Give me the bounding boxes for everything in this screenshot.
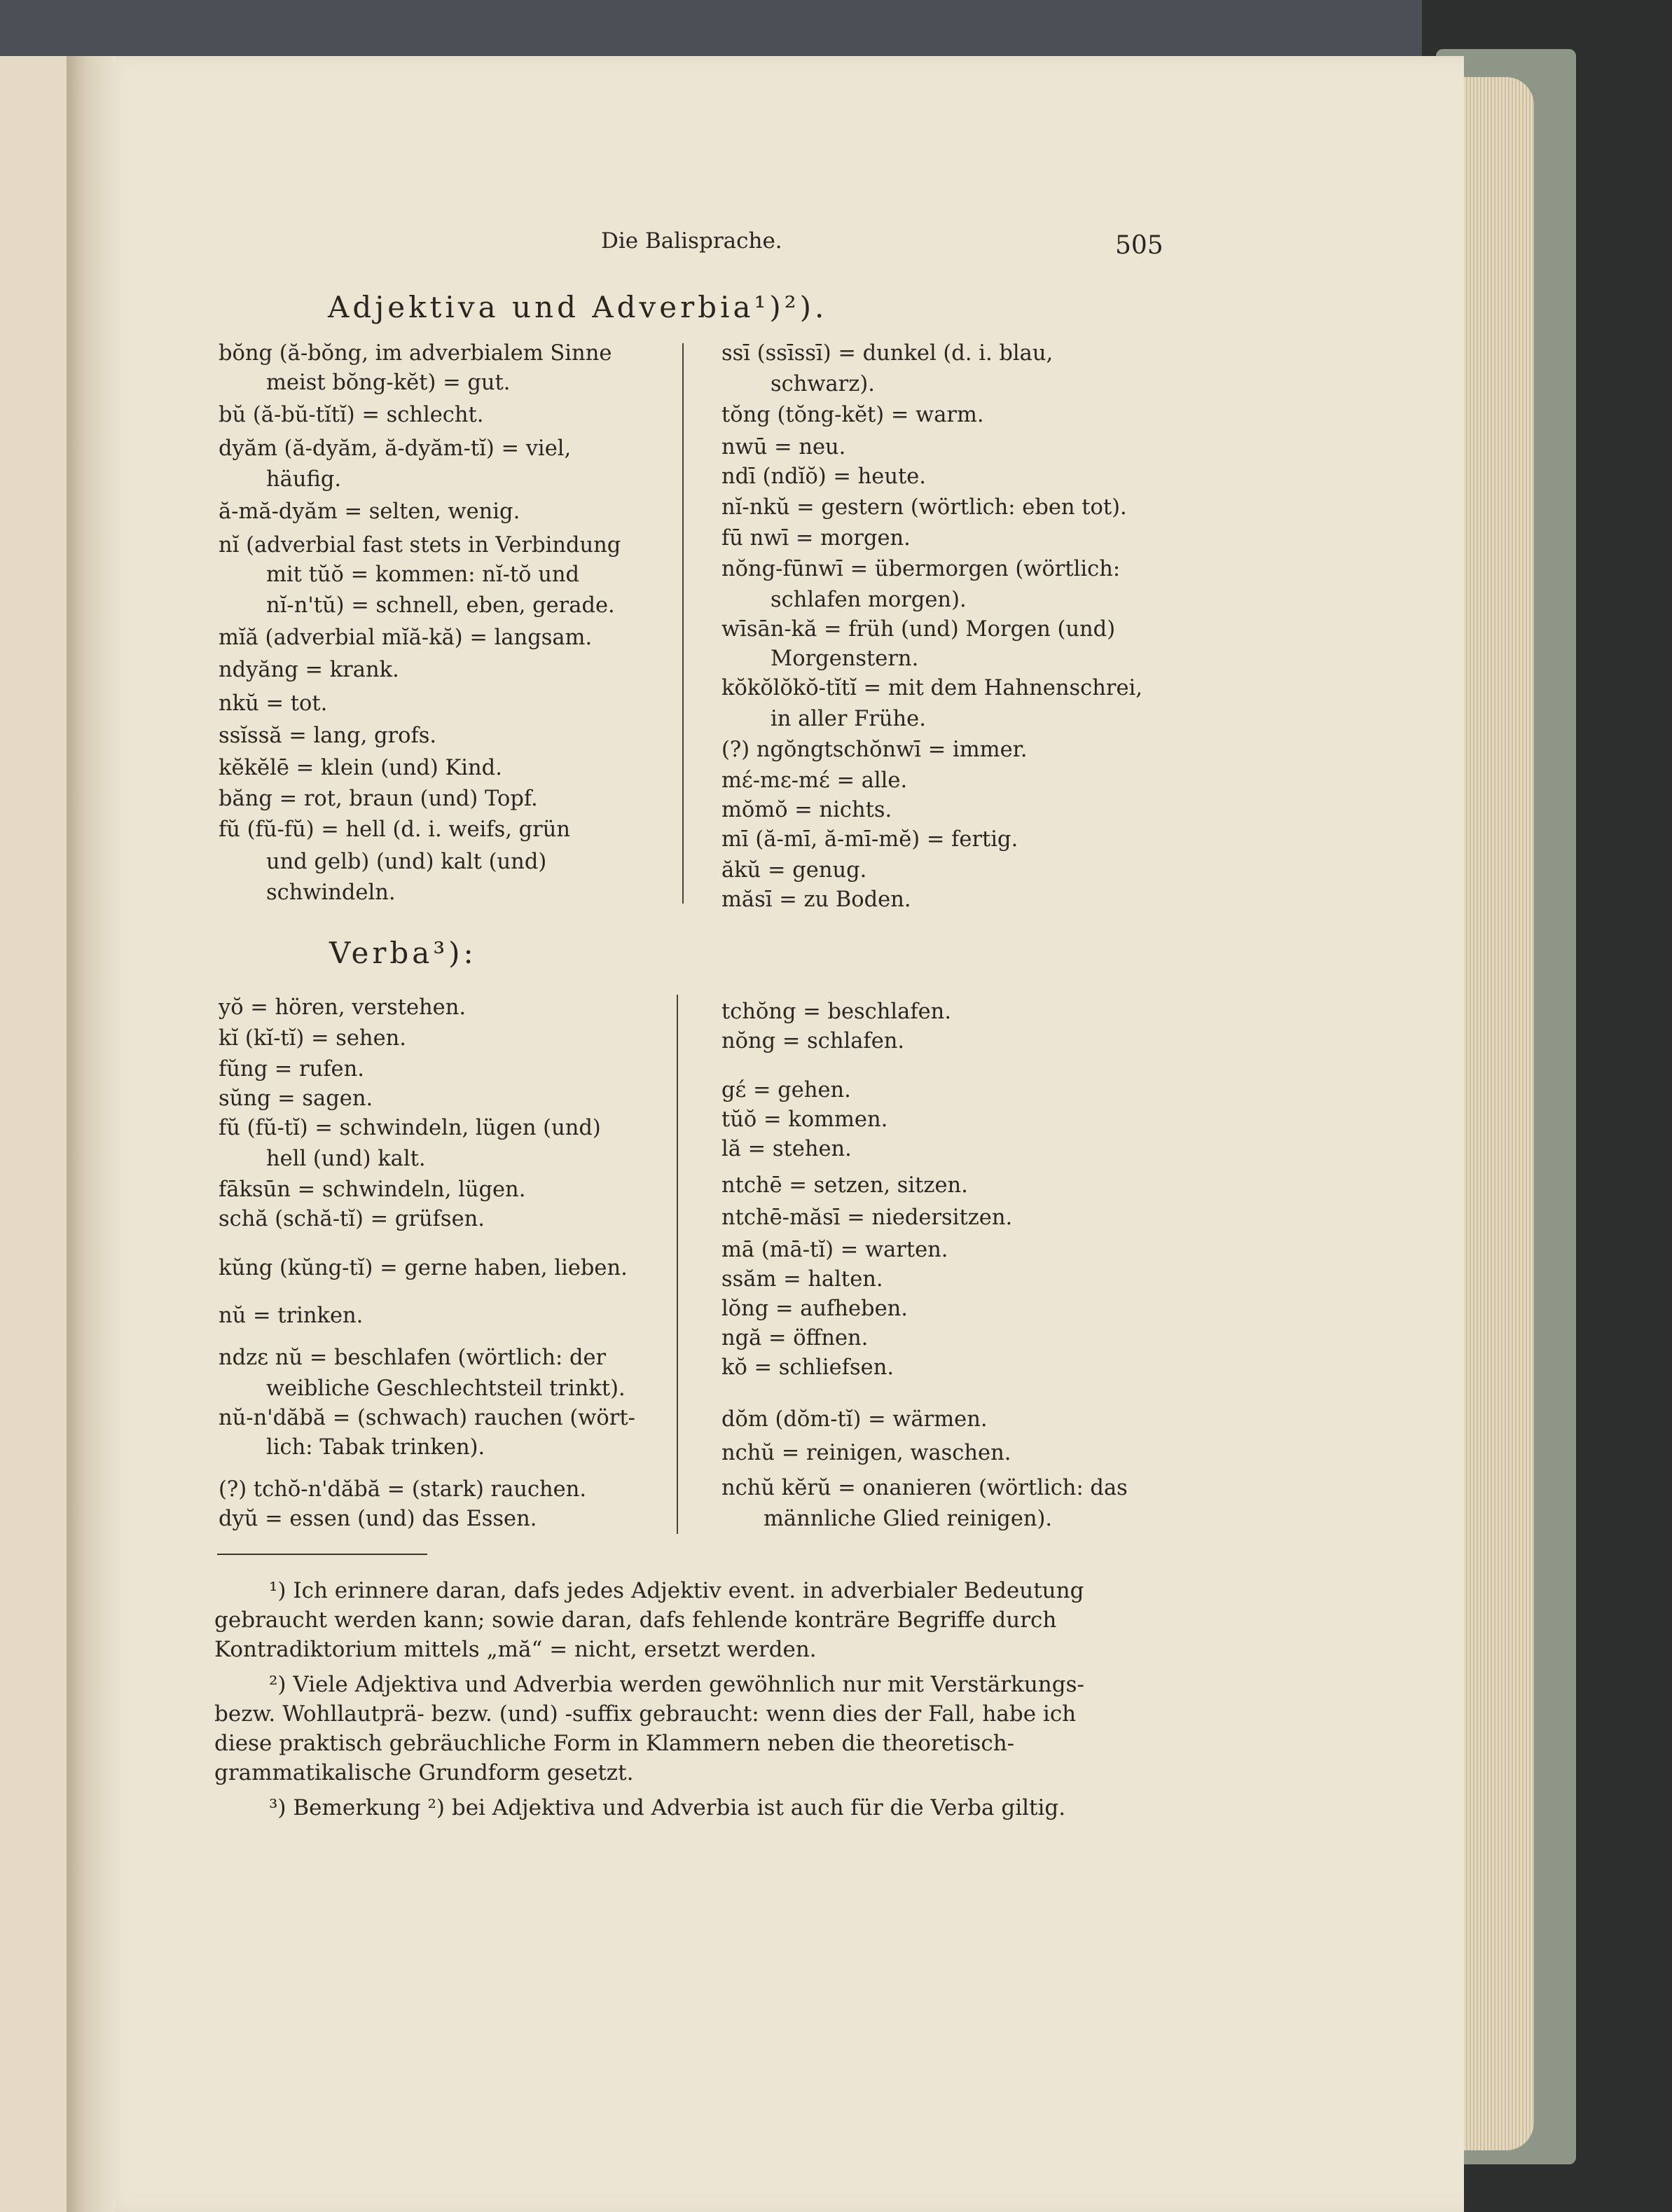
verb-entry: ntchē = setzen, sitzen.: [721, 1173, 968, 1198]
adjective-entry: schwarz).: [771, 372, 875, 396]
verb-entry: kĭ (kĭ-tĭ) = sehen.: [219, 1026, 406, 1051]
section-title-adjectives: Adjektiva und Adverbia¹)²).: [328, 290, 828, 324]
footnote-line: grammatikalische Grundform gesetzt.: [214, 1760, 634, 1785]
adjective-entry: nĭ-nkŭ = gestern (wörtlich: eben tot).: [721, 495, 1127, 520]
adjective-entry: kĕkĕlē = klein (und) Kind.: [219, 756, 502, 780]
verb-entry: nŭ = trinken.: [219, 1304, 364, 1328]
footnote-line: gebraucht werden kann; sowie daran, dafs fehlende konträre Begriffe durch: [214, 1608, 1057, 1633]
book-gutter: [67, 56, 116, 2212]
book-cover-top: [0, 0, 1672, 63]
verb-entry: mā (mā-tĭ) = warten.: [721, 1238, 948, 1262]
footnote-line: Kontradiktorium mittels „mă“ = nicht, ersetzt werden.: [214, 1637, 817, 1662]
footnote-line: diese praktisch gebräuchliche Form in Klammern neben die theoretisch-: [214, 1731, 1015, 1756]
footnote-line: ³) Bemerkung ²) bei Adjektiva und Adverbia ist auch für die Verba giltig.: [269, 1795, 1066, 1820]
adjective-entry: ndyăng = krank.: [219, 658, 399, 682]
section-title-verbs: Verba³):: [329, 936, 477, 970]
verb-entry: nŏng = schlafen.: [721, 1029, 905, 1053]
adjective-entry: băng = rot, braun (und) Topf.: [219, 787, 538, 811]
adjective-entry: tŏng (tŏng-kĕt) = warm.: [721, 403, 984, 427]
verb-entry: gέ = gehen.: [721, 1078, 851, 1102]
verb-entry: lă = stehen.: [721, 1137, 852, 1161]
verb-entry: lŏng = aufheben.: [721, 1297, 908, 1321]
verb-entry: sŭng = sagen.: [219, 1086, 373, 1111]
verb-entry: schă (schă-tĭ) = grüfsen.: [219, 1207, 485, 1231]
verb-entry: ngă = öffnen.: [721, 1326, 869, 1350]
adjective-entry: ssī (ssīssī) = dunkel (d. i. blau,: [721, 341, 1053, 366]
running-title: Die Balisprache.: [601, 228, 782, 254]
adjective-entry: schlafen morgen).: [771, 588, 967, 612]
footnote-line: bezw. Wohllautprä- bezw. (und) -suffix gebraucht: wenn dies der Fall, habe ich: [214, 1701, 1077, 1727]
adjective-entry: nŏng-fūnwī = übermorgen (wörtlich:: [721, 557, 1121, 581]
adjective-entry: bŭ (ă-bŭ-tĭtĭ) = schlecht.: [219, 403, 484, 427]
adjective-entry: ndī (ndĭŏ) = heute.: [721, 464, 926, 489]
adjective-entry: mĭă (adverbial mĭă-kă) = langsam.: [219, 625, 593, 650]
verb-entry: fŭ (fŭ-tĭ) = schwindeln, lügen (und): [219, 1116, 601, 1140]
adjective-entry: ăkŭ = genug.: [721, 858, 867, 883]
column-divider: [682, 343, 684, 904]
adjective-entry: mit tŭŏ = kommen: nĭ-tŏ und: [266, 562, 580, 587]
verb-entry: (?) tchŏ-n'dăbă = (stark) rauchen.: [219, 1477, 587, 1502]
verb-entry: männliche Glied reinigen).: [764, 1507, 1053, 1531]
adjective-entry: schwindeln.: [266, 880, 396, 905]
adjective-entry: mŏmŏ = nichts.: [721, 798, 892, 822]
adjective-entry: nĭ (adverbial fast stets in Verbindung: [219, 533, 621, 558]
footnote-rule: [217, 1554, 427, 1555]
adjective-entry: mī (ă-mī, ă-mī-mĕ) = fertig.: [721, 827, 1018, 852]
verb-entry: ndzε nŭ = beschlafen (wörtlich: der: [219, 1346, 607, 1370]
page-number: 505: [1115, 231, 1163, 260]
verb-entry: yŏ = hören, verstehen.: [219, 995, 467, 1020]
adjective-entry: fū nwī = morgen.: [721, 526, 911, 551]
adjective-entry: Morgenstern.: [771, 647, 919, 671]
footnote-line: ²) Viele Adjektiva und Adverbia werden gewöhnlich nur mit Verstärkungs-: [269, 1672, 1084, 1697]
verb-entry: fŭng = rufen.: [219, 1057, 364, 1081]
adjective-entry: in aller Frühe.: [771, 707, 926, 731]
adjective-entry: bŏng (ă-bŏng, im adverbialem Sinne: [219, 341, 612, 366]
verb-entry: dyŭ = essen (und) das Essen.: [219, 1507, 537, 1531]
column-divider: [677, 995, 678, 1534]
adjective-entry: nĭ-n'tŭ) = schnell, eben, gerade.: [266, 593, 615, 618]
adjective-entry: măsī = zu Boden.: [721, 887, 911, 912]
verb-entry: ssăm = halten.: [721, 1267, 883, 1292]
adjective-entry: meist bŏng-kĕt) = gut.: [266, 371, 511, 395]
adjective-entry: ssĭssă = lang, grofs.: [219, 724, 437, 748]
verb-entry: nŭ-n'dăbă = (schwach) rauchen (wört-: [219, 1406, 635, 1430]
verb-entry: ntchē-măsī = niedersitzen.: [721, 1205, 1013, 1230]
verb-entry: nchŭ kĕrŭ = onanieren (wörtlich: das: [721, 1476, 1128, 1500]
adjective-entry: häufig.: [266, 467, 342, 492]
adjective-entry: ă-mă-dyăm = selten, wenig.: [219, 499, 520, 524]
adjective-entry: wīsān-kă = früh (und) Morgen (und): [721, 617, 1116, 642]
adjective-entry: nwū = neu.: [721, 435, 846, 459]
adjective-entry: und gelb) (und) kalt (und): [266, 850, 547, 874]
adjective-entry: mέ-mε-mέ = alle.: [721, 768, 908, 793]
verb-entry: tŭŏ = kommen.: [721, 1107, 888, 1132]
verb-entry: hell (und) kalt.: [266, 1147, 426, 1171]
verb-entry: nchŭ = reinigen, waschen.: [721, 1441, 1011, 1465]
verb-entry: weibliche Geschlechtsteil trinkt).: [266, 1376, 626, 1401]
verb-entry: fāksūn = schwindeln, lügen.: [219, 1177, 526, 1202]
adjective-entry: (?) ngŏngtschŏnwī = immer.: [721, 738, 1028, 762]
verb-entry: kŏ = schliefsen.: [721, 1355, 894, 1380]
adjective-entry: nkŭ = tot.: [219, 691, 328, 716]
footnote-line: ¹) Ich erinnere daran, dafs jedes Adjektiv event. in adverbialer Bedeutung: [269, 1578, 1084, 1603]
adjective-entry: kŏkŏlŏkŏ-tĭtĭ = mit dem Hahnenschrei,: [721, 676, 1142, 700]
adjective-entry: dyăm (ă-dyăm, ă-dyăm-tĭ) = viel,: [219, 436, 572, 461]
verb-entry: kŭng (kŭng-tĭ) = gerne haben, lieben.: [219, 1256, 628, 1280]
verb-entry: lich: Tabak trinken).: [266, 1435, 485, 1460]
adjective-entry: fŭ (fŭ-fŭ) = hell (d. i. weifs, grün: [219, 817, 571, 842]
verb-entry: dŏm (dŏm-tĭ) = wärmen.: [721, 1407, 988, 1432]
verb-entry: tchŏng = beschlafen.: [721, 1000, 952, 1024]
